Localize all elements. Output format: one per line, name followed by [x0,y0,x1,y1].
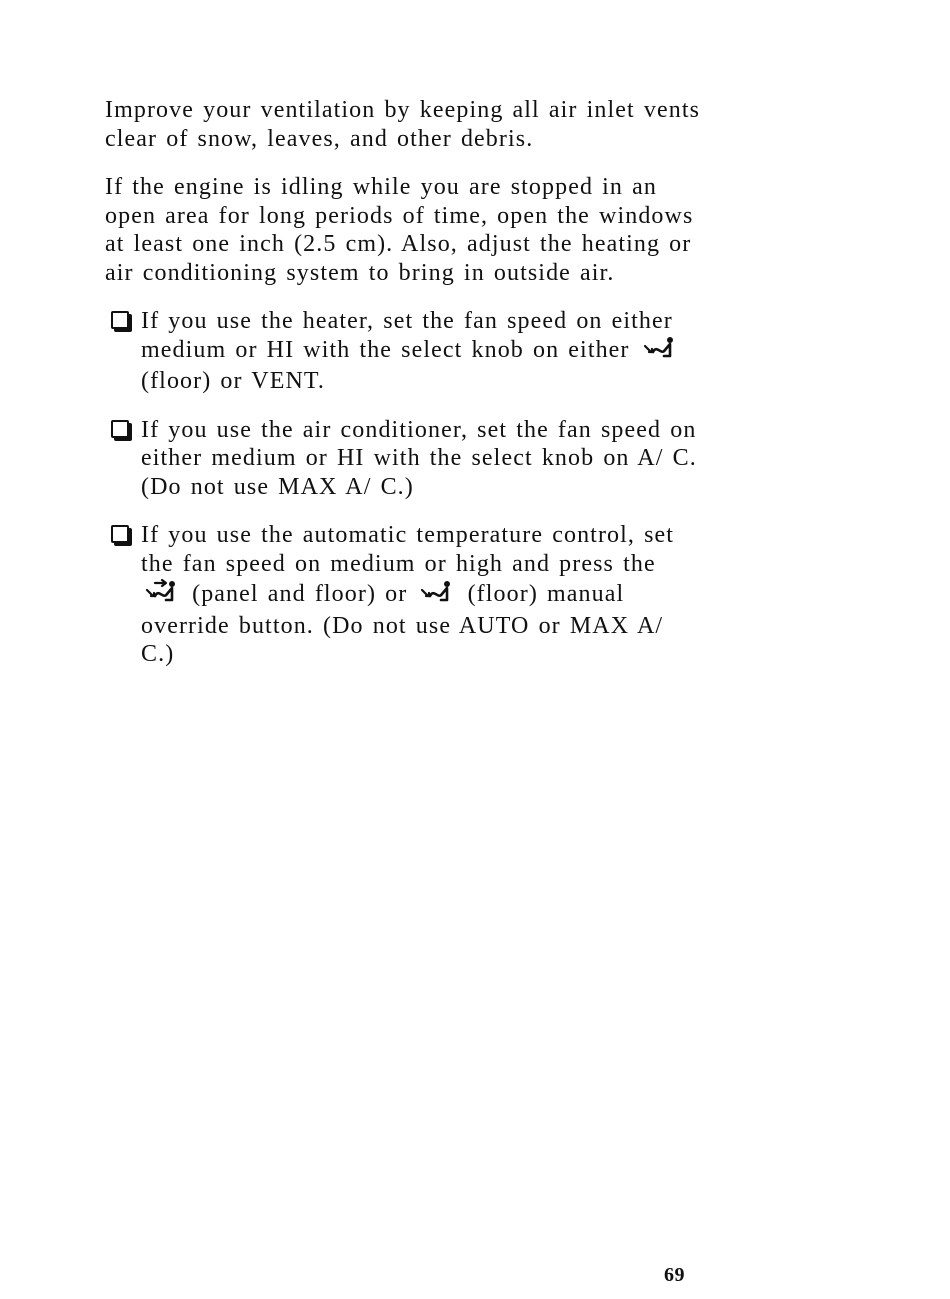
list-item-automatic-temperature [105,521,705,669]
air-conditioner-text: If you use the air conditioner, set the fan speed on either medium or HI with the select knob on A/ C. (Do not use MAX A/ C.) [141,416,697,500]
paragraph-ventilation: Improve your ventilation by keeping all air inlet vents clear of snow, leaves, and other debris. [105,97,701,152]
auto-temp-text-middle: (panel and floor) or [192,581,408,607]
auto-temp-text-start: If you use the automatic temperature control, set the fan speed on medium or high and press the [141,522,675,577]
checkbox-bullet-icon [111,311,129,329]
floor-vent-icon [420,580,454,612]
checkbox-bullet-icon [111,420,129,438]
floor-vent-icon [643,336,677,368]
paragraph-idling: If the engine is idling while you are stopped in an open area for long periods of time, open the windows at least one inch (2.5 cm). Also, adjust the heating or air conditioning system to bring in outside air. [105,174,694,286]
page-number: 69 [664,1264,685,1286]
list-item-air-conditioner [105,416,705,502]
auto-temp-text-end: (floor) manual override button. (Do not use AUTO or MAX A/ C.) [141,581,664,667]
heater-text-start: If you use the heater, set the fan speed on either medium or HI with the select knob on either [141,308,673,363]
body-text [105,96,705,689]
checkbox-bullet-icon [111,525,129,543]
heater-text-end: (floor) or VENT. [141,368,325,394]
list-item-heater [105,307,705,396]
bullet-list [105,307,705,669]
panel-and-floor-vent-icon [145,578,179,612]
